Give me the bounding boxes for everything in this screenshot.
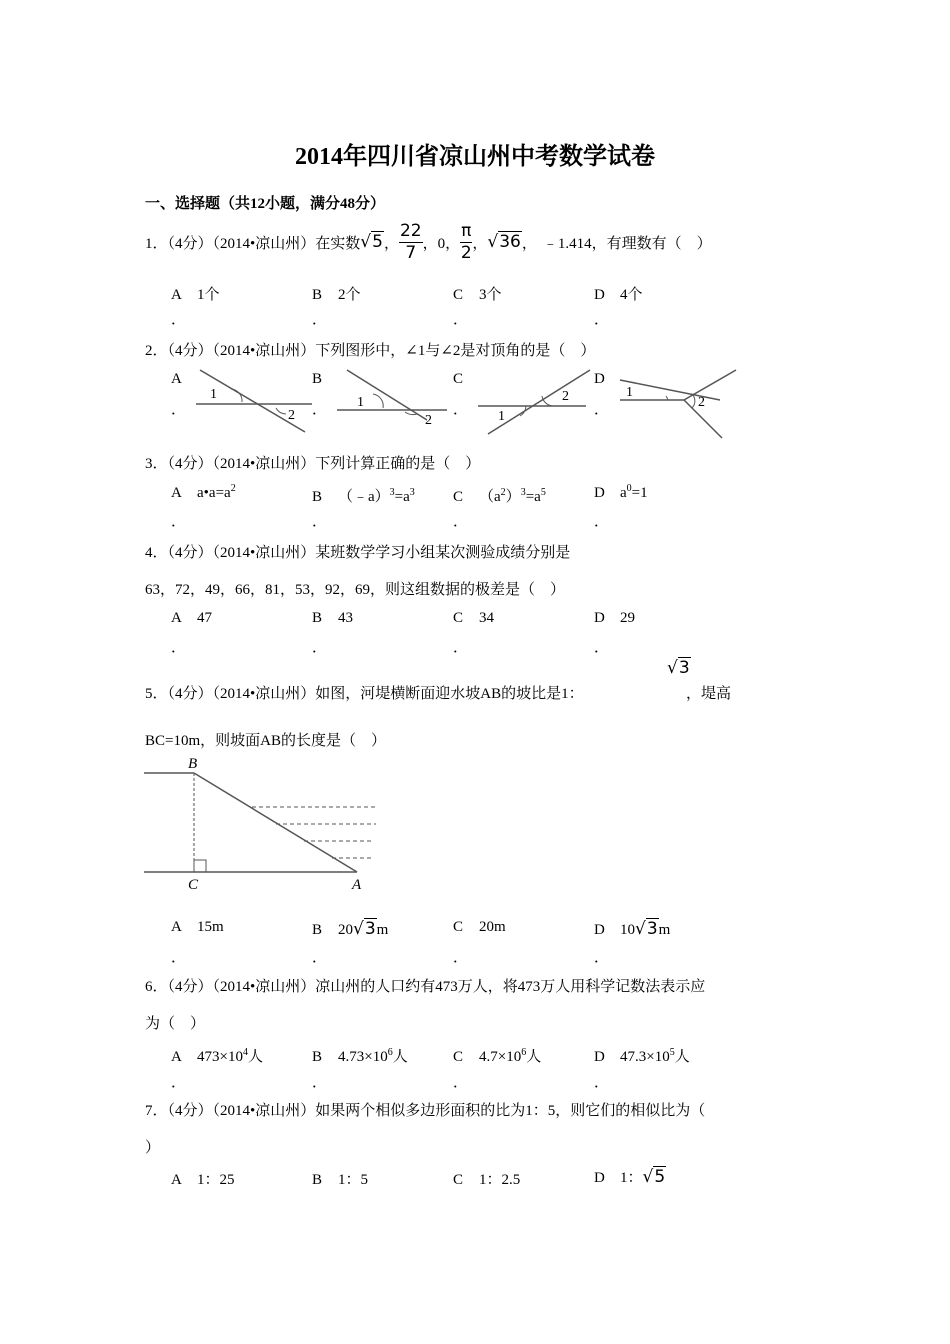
question-2: 2．（4分）（2014•凉山州）下列图形中，∠1与∠2是对顶角的是（ ） xyxy=(145,343,596,359)
q2-figure-b[interactable] xyxy=(333,364,458,436)
q2-figure-c[interactable] xyxy=(476,364,601,436)
question-6-line2: 为（ ） xyxy=(145,1016,206,1032)
q4-dot-a: ． xyxy=(171,640,187,656)
section-heading: 一、选择题（共12小题，满分48分） xyxy=(145,196,386,212)
q1-dot-b: ． xyxy=(312,312,328,328)
sqrt-5: √5 xyxy=(360,232,383,252)
question-4-line2: 63，72，49，66，81，53，92，69，则这组数据的极差是（ ） xyxy=(145,582,566,598)
q2-b-angle1: 1 xyxy=(357,395,364,410)
q2-figure-d[interactable] xyxy=(618,364,743,442)
question-3: 3．（4分）（2014•凉山州）下列计算正确的是（ ） xyxy=(145,456,481,472)
q6-option-d[interactable]: D $47.3\times 10^5$人 xyxy=(594,1047,690,1065)
q4-option-d[interactable]: D 29 xyxy=(594,610,635,626)
q2-c-angle2: 2 xyxy=(562,389,569,404)
q2-d-angle2: 2 xyxy=(698,395,705,410)
q1-option-c[interactable]: C 3个 xyxy=(453,287,502,303)
q5-option-d[interactable]: D 10√3m xyxy=(594,919,671,939)
q5-option-c[interactable]: C 20m xyxy=(453,919,506,935)
question-7: 7．（4分）（2014•凉山州）如果两个相似多边形面积的比为1：5，则它们的相似比为（ xyxy=(145,1103,706,1119)
q3-option-c[interactable]: C $(a^2)^3=a^5$ xyxy=(453,487,546,505)
question-5 xyxy=(145,682,584,703)
q5-sqrt-3: √3 xyxy=(667,658,690,678)
q2-option-d-label[interactable]: D xyxy=(594,371,605,387)
q1-dot-a: ． xyxy=(171,312,187,328)
q5-option-b[interactable]: B 20√3m xyxy=(312,919,389,939)
question-6: 6．（4分）（2014•凉山州）凉山州的人口约有473万人，将473万人用科学记数法表示应 xyxy=(145,979,706,995)
q5-stem-end: ，堤高 xyxy=(686,686,732,702)
q2-option-b-label[interactable]: B xyxy=(312,371,323,387)
q2-dot-c: ． xyxy=(453,402,469,418)
q5-figure-embankment xyxy=(144,754,384,894)
q6-dot-c: ． xyxy=(453,1075,469,1091)
question-4: 4．（4分）（2014•凉山州）某班数学学习小组某次测验成绩分别是 xyxy=(145,545,571,561)
q2-c-angle1: 1 xyxy=(498,409,505,424)
q7-option-d[interactable]: D 1：√5 xyxy=(594,1167,666,1187)
q3-option-d[interactable]: D $a^0=1$ xyxy=(594,483,648,501)
q7-option-c[interactable]: C 1：2.5 xyxy=(453,1172,521,1188)
q3-dot-d: ． xyxy=(594,514,610,530)
q2-dot-b: ． xyxy=(312,402,328,418)
q1-option-b[interactable]: B 2个 xyxy=(312,287,361,303)
q3-dot-a: ． xyxy=(171,514,187,530)
q6-dot-b: ． xyxy=(312,1075,328,1091)
q7-option-a[interactable]: A 1：25 xyxy=(171,1172,235,1188)
q6-option-b[interactable]: B $4.73\times 10^6$人 xyxy=(312,1047,408,1065)
q6-option-a[interactable]: A $473\times 10^4$人 xyxy=(171,1047,263,1065)
q6-dot-a: ． xyxy=(171,1075,187,1091)
q6-option-c[interactable]: C $4.7\times 10^6$人 xyxy=(453,1047,542,1065)
q1-dot-d: ． xyxy=(594,312,610,328)
q5-label-c: C xyxy=(188,877,199,893)
q5-stem: 5．（4分）（2014•凉山州）如图，河堤横断面迎水坡AB的坡比是1： xyxy=(145,686,584,702)
q4-dot-c: ． xyxy=(453,640,469,656)
q2-figure-a[interactable] xyxy=(190,364,315,436)
q5-dot-d: ． xyxy=(594,950,610,966)
q1-option-d[interactable]: D 4个 xyxy=(594,287,643,303)
q2-option-c-label[interactable]: C xyxy=(453,371,464,387)
q5-label-a: A xyxy=(352,877,362,893)
q2-b-angle2: 2 xyxy=(425,413,432,428)
q2-a-angle1: 1 xyxy=(210,387,217,402)
q2-dot-a: ． xyxy=(171,402,187,418)
q4-option-c[interactable]: C 34 xyxy=(453,610,494,626)
q5-dot-a: ． xyxy=(171,950,187,966)
question-7-line2: ） xyxy=(145,1140,161,1156)
q6-dot-d: ． xyxy=(594,1075,610,1091)
q1-dot-c: ． xyxy=(453,312,469,328)
q3-dot-c: ． xyxy=(453,514,469,530)
q5-option-a[interactable]: A 15m xyxy=(171,919,224,935)
question-1: 1．（4分）（2014•凉山州）在实数 √5 ， $\frac{22}{7}$ ， 0， $\frac{\pi}{2}$ ， √36 ， ﹣1.414，有理数有（ ） xyxy=(145,220,712,263)
q4-option-b[interactable]: B 43 xyxy=(312,610,353,626)
question-5-line2: BC=10m，则坡面AB的长度是（ ） xyxy=(145,733,386,749)
page-title: 2014年四川省凉山州中考数学试卷 xyxy=(295,144,655,170)
q5-label-b: B xyxy=(188,756,198,772)
q7-option-b[interactable]: B 1：5 xyxy=(312,1172,369,1188)
q4-dot-b: ． xyxy=(312,640,328,656)
q2-option-a-label[interactable]: A xyxy=(171,371,182,387)
q1-prefix: 1．（4分）（2014•凉山州）在实数 xyxy=(145,235,361,252)
q5-dot-b: ． xyxy=(312,950,328,966)
sqrt-36: √36 xyxy=(487,232,521,252)
q3-option-a[interactable]: A $a•a=a^2$ xyxy=(171,483,236,501)
q2-d-angle1: 1 xyxy=(626,385,633,400)
q4-dot-d: ． xyxy=(594,640,610,656)
q1-suffix: ﹣1.414，有理数有（ ） xyxy=(542,235,712,252)
q4-option-a[interactable]: A 47 xyxy=(171,610,212,626)
q1-option-a[interactable]: A 1个 xyxy=(171,287,220,303)
q5-dot-c: ． xyxy=(453,950,469,966)
q3-dot-b: ． xyxy=(312,514,328,530)
q3-option-b[interactable]: B $(﹣a)^3=a^3$ xyxy=(312,487,415,505)
q1-zero: 0， xyxy=(437,235,461,252)
fraction-pi-2: $\frac{\pi}{2}$ xyxy=(460,220,472,263)
q2-dot-d: ． xyxy=(594,402,610,418)
fraction-22-7: $\frac{22}{7}$ xyxy=(399,220,422,263)
q2-a-angle2: 2 xyxy=(288,408,295,423)
